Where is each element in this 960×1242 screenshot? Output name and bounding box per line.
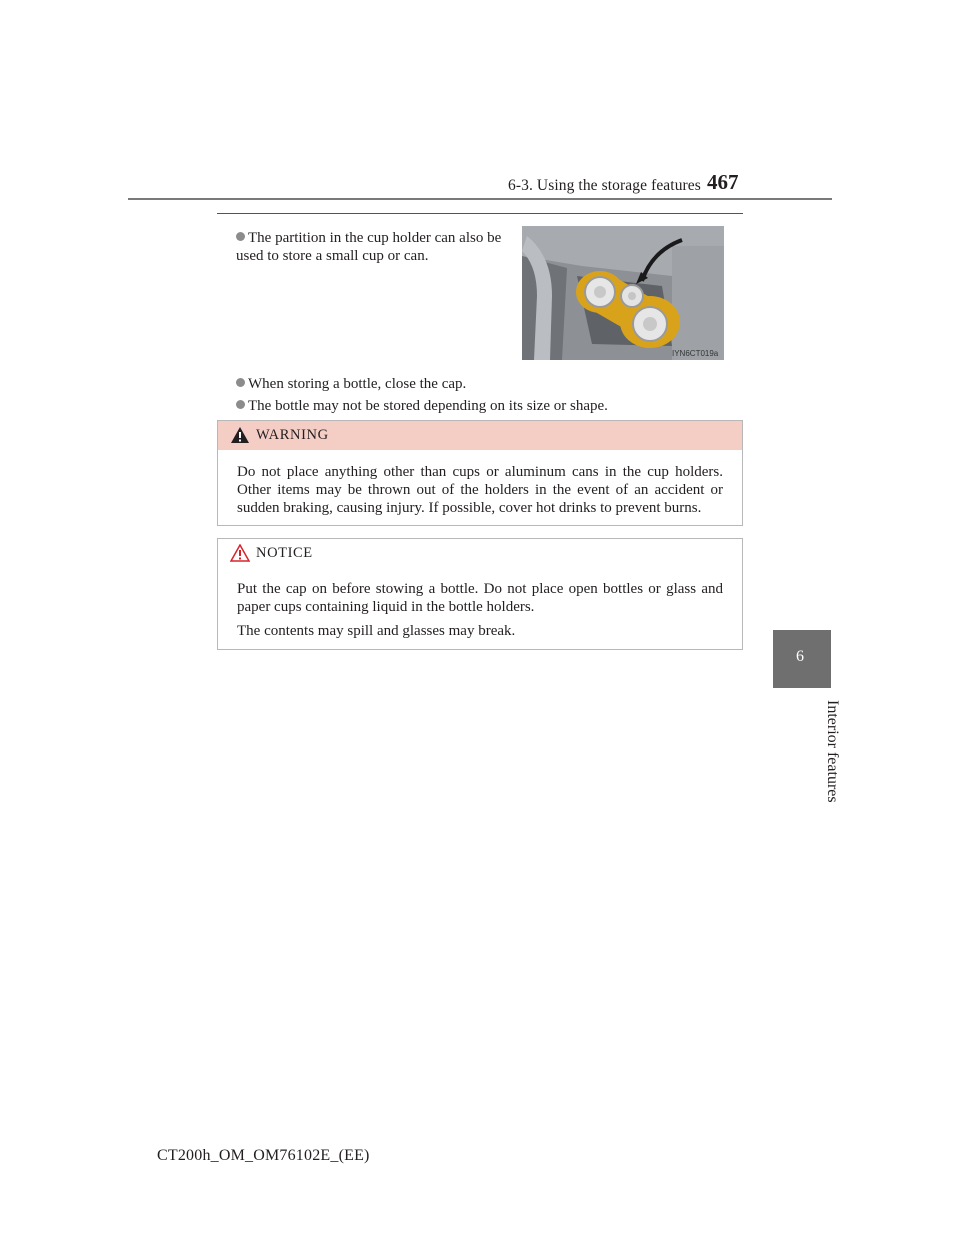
cup-holder-illustration [522, 226, 724, 360]
document-code: CT200h_OM_OM76102E_(EE) [157, 1147, 370, 1164]
caution-icon [230, 544, 250, 562]
bullet-dot-icon [236, 400, 245, 409]
bullet-text: When storing a bottle, close the cap. [248, 376, 467, 392]
notice-paragraph: The contents may spill and glasses may break. [237, 623, 516, 639]
bullet-item [236, 229, 518, 265]
notice-paragraph: Put the cap on before stowing a bottle. Do not place open bottles or glass and paper cups containing liquid in the bottle holders. [237, 581, 723, 615]
header-rule [128, 198, 832, 200]
warning-icon [230, 426, 250, 444]
image-code: IYN6CT019a [672, 349, 719, 358]
page-number: 467 [707, 170, 739, 194]
warning-box [217, 420, 743, 526]
bullet-item [236, 375, 466, 393]
chapter-title: Interior features [824, 700, 841, 803]
warning-header [218, 421, 742, 450]
notice-header [218, 539, 742, 568]
bullet-dot-icon [236, 232, 245, 241]
content-rule [217, 213, 743, 214]
chapter-number: 6 [796, 648, 804, 665]
section-title: 6-3. Using the storage features [508, 177, 701, 194]
warning-text: Do not place anything other than cups or aluminum cans in the cup holders. Other items may be thrown out of the holders in the event of an accident or sudden braking, causing injury. If possible, cover hot drinks to prevent burns. [237, 464, 723, 516]
bullet-item [236, 397, 608, 415]
bullet-text: The partition in the cup holder can also be used to store a small cup or can. [236, 230, 502, 264]
notice-text [237, 580, 723, 646]
warning-title: WARNING [256, 427, 329, 443]
bullet-dot-icon [236, 378, 245, 387]
bullet-text: The bottle may not be stored depending on its size or shape. [248, 398, 608, 414]
notice-box [217, 538, 743, 650]
notice-title: NOTICE [256, 545, 313, 561]
